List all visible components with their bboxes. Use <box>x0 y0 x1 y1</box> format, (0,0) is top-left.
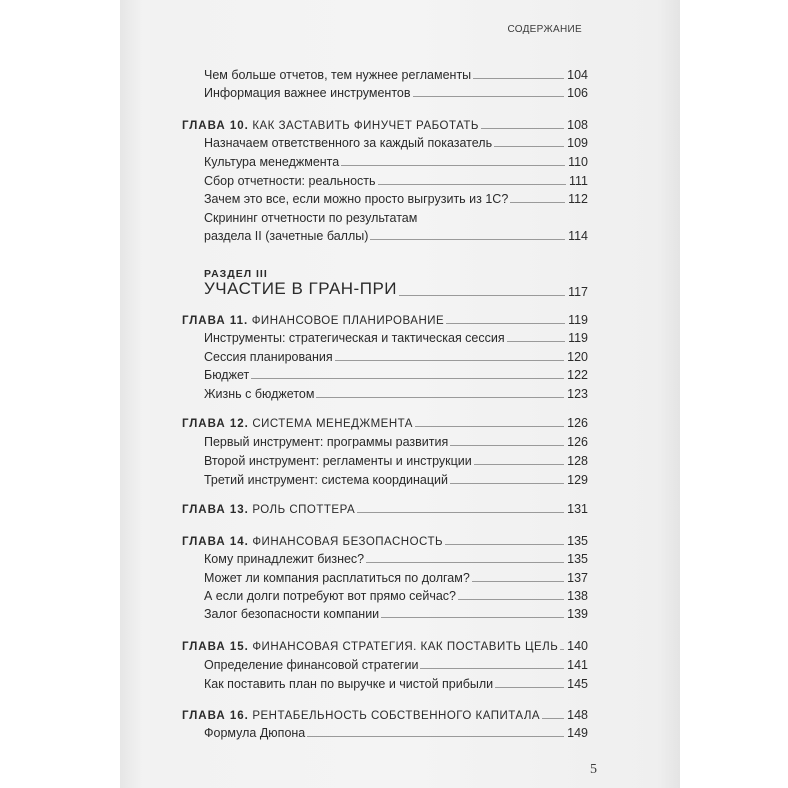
page-ref: 126 <box>567 435 588 449</box>
item-title: Бюджет <box>204 368 250 382</box>
chapter-title: КАК ЗАСТАВИТЬ ФИНУЧЕТ РАБОТАТЬ <box>252 120 479 132</box>
toc-item-row <box>182 225 588 243</box>
page-ref: 111 <box>568 174 588 188</box>
page-ref: 122 <box>567 368 588 382</box>
toc-item-row <box>182 64 588 82</box>
toc-item-row <box>182 364 588 382</box>
leader-line <box>474 464 564 465</box>
page-number: 5 <box>590 762 597 777</box>
leader-line <box>307 736 564 737</box>
toc-chapter-row <box>182 530 588 548</box>
toc-section-row <box>182 281 588 299</box>
item-title: раздела II (зачетные баллы) <box>204 229 369 243</box>
page-ref: 106 <box>567 86 588 100</box>
page-ref: 129 <box>567 473 588 487</box>
page-ref: 145 <box>567 677 588 691</box>
page-ref: 148 <box>567 708 588 722</box>
toc-item-row <box>182 548 588 566</box>
toc-item-row <box>182 431 588 449</box>
chapter-label: ГЛАВА 12. <box>182 418 249 430</box>
toc-chapter-row <box>182 635 588 653</box>
chapter-title: РЕНТАБЕЛЬНОСТЬ СОБСТВЕННОГО КАПИТАЛА <box>252 710 541 722</box>
leader-line <box>495 687 564 688</box>
page-ref: 104 <box>567 68 588 82</box>
toc-item-row <box>182 567 588 585</box>
item-title: Как поставить план по выручке и чистой прибыли <box>204 677 494 691</box>
page-ref: 126 <box>567 416 588 430</box>
chapter-title: СИСТЕМА МЕНЕДЖМЕНТА <box>252 418 413 430</box>
page-ref: 119 <box>568 331 588 345</box>
leader-line <box>472 581 564 582</box>
chapter-heading <box>182 313 444 327</box>
item-title: Первый инструмент: программы развития <box>204 435 449 449</box>
toc-item-row <box>182 585 588 603</box>
toc-item-row <box>182 654 588 672</box>
item-title: Скрининг отчетности по результатам <box>204 211 418 225</box>
page-ref: 109 <box>567 136 588 150</box>
page-ref: 117 <box>568 285 588 299</box>
page-ref: 137 <box>567 571 588 585</box>
item-title: Инструменты: стратегическая и тактическая сессия <box>204 331 505 345</box>
chapter-heading <box>182 708 540 722</box>
item-title: Информация важнее инструментов <box>204 86 411 100</box>
toc-item-row <box>182 450 588 468</box>
leader-line <box>381 617 564 618</box>
leader-line <box>458 599 564 600</box>
page-ref: 138 <box>567 589 588 603</box>
page-ref: 120 <box>567 350 588 364</box>
page-ref: 141 <box>567 658 588 672</box>
page-ref: 140 <box>567 639 588 653</box>
leader-line <box>481 128 564 129</box>
item-title: Формула Дюпона <box>204 726 306 740</box>
page-ref: 128 <box>567 454 588 468</box>
toc-item-row <box>182 673 588 691</box>
leader-line <box>415 426 564 427</box>
chapter-heading <box>182 534 443 548</box>
leader-line <box>494 146 564 147</box>
toc-item-row <box>182 327 588 345</box>
chapter-heading <box>182 639 558 653</box>
chapter-title: ФИНАНСОВАЯ БЕЗОПАСНОСТЬ <box>252 536 444 548</box>
running-head: СОДЕРЖАНИЕ <box>507 24 582 35</box>
chapter-label: ГЛАВА 14. <box>182 536 249 548</box>
item-title: Может ли компания расплатиться по долгам? <box>204 571 470 585</box>
leader-line <box>370 239 565 240</box>
chapter-label: ГЛАВА 13. <box>182 504 249 516</box>
item-title: Третий инструмент: система координаций <box>204 473 448 487</box>
leader-line <box>366 562 564 563</box>
leader-line <box>450 445 564 446</box>
toc-item-row <box>182 151 588 169</box>
item-title: Сбор отчетности: реальность <box>204 174 376 188</box>
toc-chapter-row <box>182 114 588 132</box>
item-title: Сессия планирования <box>204 350 333 364</box>
page-ref: 135 <box>567 534 588 548</box>
item-title: Назначаем ответственного за каждый показатель <box>204 136 493 150</box>
leader-line <box>445 544 564 545</box>
chapter-label: ГЛАВА 16. <box>182 710 249 722</box>
chapter-heading <box>182 502 355 516</box>
toc-chapter-row <box>182 704 588 722</box>
chapter-heading <box>182 118 479 132</box>
chapter-label: ГЛАВА 10. <box>182 120 249 132</box>
leader-line <box>446 323 565 324</box>
page-ref: 112 <box>568 192 588 206</box>
page-ref: 135 <box>567 552 588 566</box>
leader-line <box>473 78 564 79</box>
page-ref: 110 <box>568 155 588 169</box>
toc-item-row <box>182 132 588 150</box>
leader-line <box>357 512 564 513</box>
toc-item-row <box>182 722 588 740</box>
toc-item-row <box>182 383 588 401</box>
chapter-heading <box>182 416 413 430</box>
page-ref: 108 <box>567 118 588 132</box>
leader-line <box>413 96 565 97</box>
leader-line <box>341 165 565 166</box>
leader-line <box>560 649 564 650</box>
page-ref: 149 <box>567 726 588 740</box>
item-title: Зачем это все, если можно просто выгрузить из 1С? <box>204 192 509 206</box>
page-ref: 123 <box>567 387 588 401</box>
item-title: Культура менеджмента <box>204 155 340 169</box>
leader-line <box>542 718 564 719</box>
item-title: Кому принадлежит бизнес? <box>204 552 365 566</box>
page-ref: 114 <box>568 229 588 243</box>
item-title: А если долги потребуют вот прямо сейчас? <box>204 589 457 603</box>
section-title: УЧАСТИЕ В ГРАН-ПРИ <box>204 279 397 298</box>
item-title: Залог безопасности компании <box>204 607 380 621</box>
toc-chapter-row <box>182 412 588 430</box>
toc-item-row <box>182 207 588 225</box>
item-title: Второй инструмент: регламенты и инструкции <box>204 454 472 468</box>
chapter-label: ГЛАВА 11. <box>182 315 249 327</box>
chapter-title: ФИНАНСОВАЯ СТРАТЕГИЯ. КАК ПОСТАВИТЬ ЦЕЛЬ <box>252 641 559 653</box>
chapter-label: ГЛАВА 15. <box>182 641 249 653</box>
item-title: Чем больше отчетов, тем нужнее регламенты <box>204 68 472 82</box>
leader-line <box>510 202 565 203</box>
leader-line <box>251 378 564 379</box>
leader-line <box>378 184 566 185</box>
leader-line <box>316 397 564 398</box>
chapter-title: ФИНАНСОВОЕ ПЛАНИРОВАНИЕ <box>251 315 445 327</box>
leader-line <box>335 360 565 361</box>
page-ref: 131 <box>567 502 588 516</box>
toc-item-row <box>182 170 588 188</box>
item-title: Жизнь с бюджетом <box>204 387 315 401</box>
toc-item-row <box>182 346 588 364</box>
page-ref: 119 <box>568 313 588 327</box>
leader-line <box>420 668 564 669</box>
page-ref: 139 <box>567 607 588 621</box>
section-label: РАЗДЕЛ III <box>204 268 268 280</box>
toc-item-row <box>182 469 588 487</box>
leader-line <box>399 295 565 296</box>
toc-item-row <box>182 603 588 621</box>
item-title: Определение финансовой стратегии <box>204 658 419 672</box>
toc-item-row <box>182 82 588 100</box>
toc-chapter-row <box>182 309 588 327</box>
toc-chapter-row <box>182 498 588 516</box>
leader-line <box>507 341 565 342</box>
chapter-title: РОЛЬ СПОТТЕРА <box>252 504 356 516</box>
toc-item-row <box>182 188 588 206</box>
leader-line <box>450 483 564 484</box>
